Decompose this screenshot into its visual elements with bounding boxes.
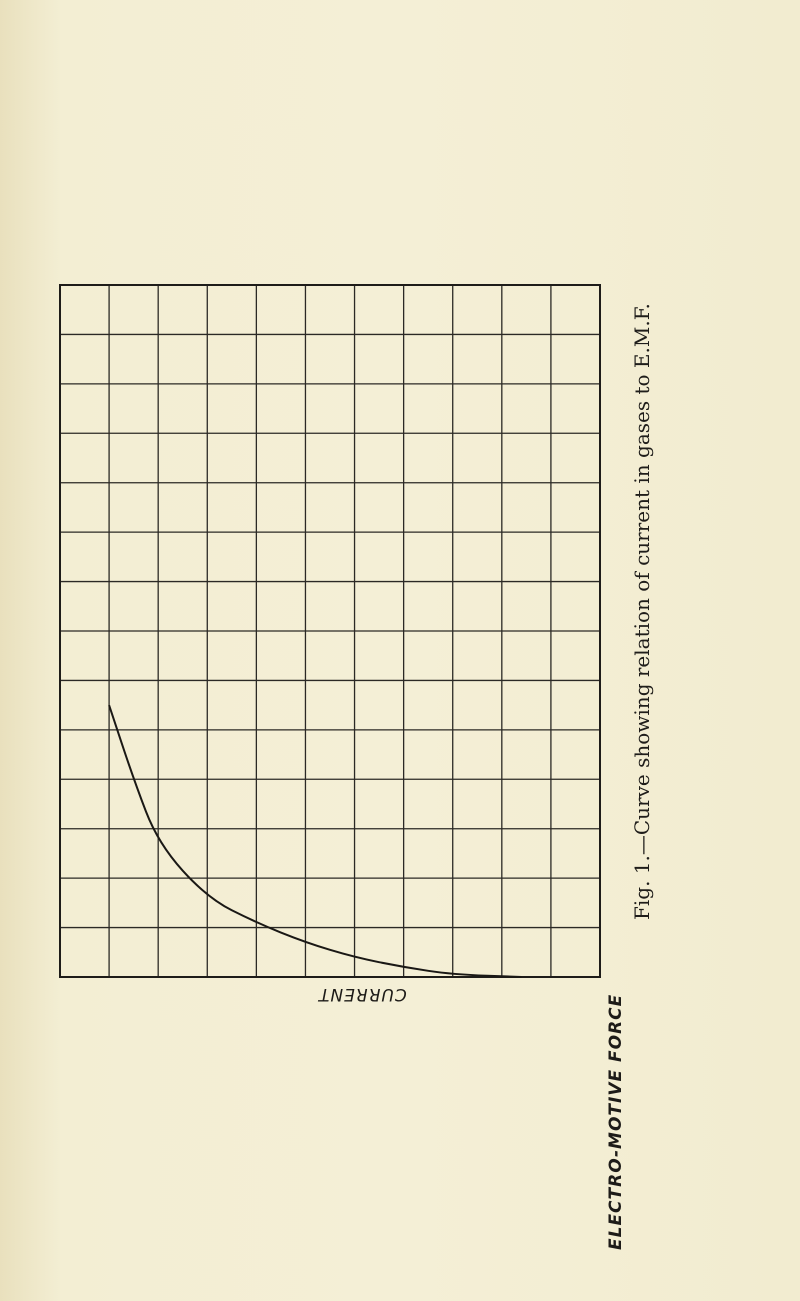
series-line xyxy=(109,705,521,977)
axis-y-label: ELECTRO-MOTIVE FORCE xyxy=(606,993,626,1250)
axis-x-label: CURRENT xyxy=(318,984,407,1004)
figure-caption: Fig. 1.—Curve showing relation of current in gases to E.M.F. xyxy=(630,303,654,920)
